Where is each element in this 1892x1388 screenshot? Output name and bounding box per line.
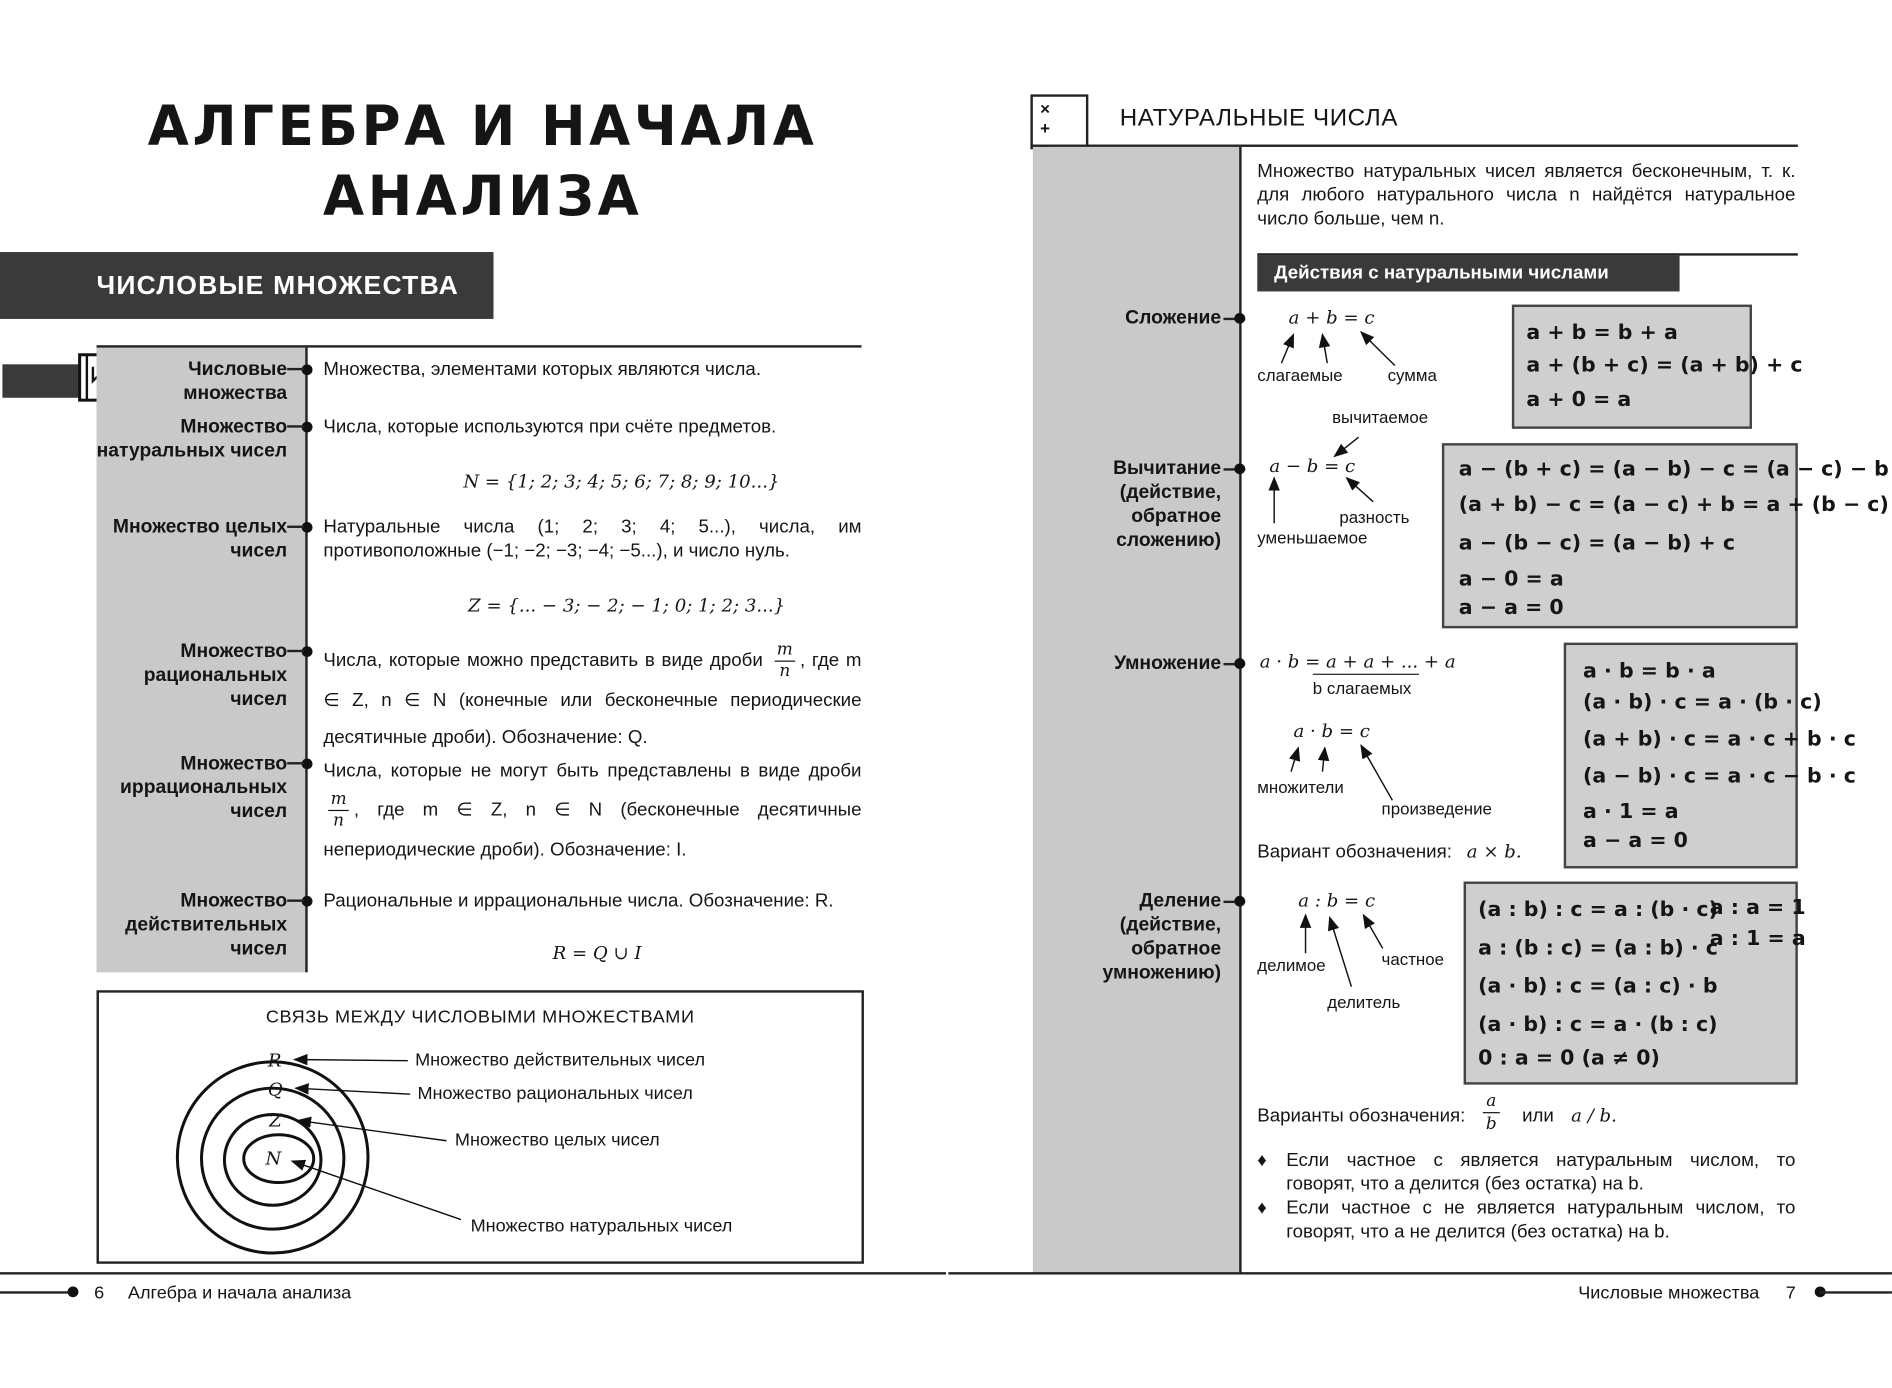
variants-or: или — [1522, 1106, 1554, 1127]
intro-text: Множество натуральных чисел является бесконечным, т. к. для любого натурального числа n найдётся натуральное число больше, чем n. — [1257, 161, 1796, 230]
rule-addition-zero: a + 0 = a — [1526, 388, 1632, 413]
desc-integers: Натуральные числа (1; 2; 3; 4; 5...), числа, им противоположные (−1; −2; −3; −4; −5...), и число нуль. — [323, 517, 862, 562]
page-title — [121, 92, 845, 232]
footer-rule — [0, 1272, 946, 1274]
desc-rational — [323, 640, 861, 756]
note-not-divisible-text: Если частное c не является натуральным числом, то говорят, что a не делится (без остатка) на b. — [1286, 1198, 1796, 1243]
multiplication-variant — [1257, 841, 1521, 864]
connector-dot — [1234, 463, 1245, 474]
fraction-denominator: n — [779, 661, 791, 681]
rule-addition-associative: a + (b + c) = (a + b) + c — [1526, 353, 1803, 378]
formula-subtraction: a − b = c — [1269, 455, 1356, 477]
formula-division: a : b = c — [1298, 889, 1376, 912]
diamond-bullet-icon: ♦ — [1257, 1150, 1267, 1171]
term-multiplication: Умножение — [1114, 653, 1222, 674]
term-natural: Множество натуральных чисел — [96, 416, 288, 462]
connector-line — [287, 368, 304, 370]
page-header-title: НАТУРАЛЬНЫЕ ЧИСЛА — [1119, 105, 1399, 132]
term-integers: Множество целых чисел — [112, 517, 288, 562]
connector-line — [287, 899, 304, 901]
desc-natural: Числа, которые используются при счёте предметов. — [323, 416, 777, 438]
footer-title-left: Алгебра и начала анализа — [127, 1282, 352, 1304]
label-minuend: уменьшаемое — [1257, 527, 1368, 548]
rule-multiplication-extra: a − a = 0 — [1583, 828, 1688, 853]
terms-divider — [305, 348, 307, 973]
fraction-m-n — [774, 640, 795, 682]
set-letter-z: Z — [269, 1109, 282, 1132]
addition-rules-box — [1512, 305, 1803, 429]
term-numeric-sets: Числовые множества — [183, 359, 288, 404]
set-label-integer: Множество целых чисел — [454, 1129, 660, 1151]
table-top-rule — [97, 345, 862, 347]
rule-multiplication-distributive-plus: (a + b) · c = a · c + b · c — [1583, 727, 1856, 752]
rule-division-2: a : (b : c) = (a : b) · c — [1478, 936, 1718, 961]
desc-rational-part-b: , где m ∈ Z, n ∈ N (конечные или бесконечные периодические десятичные дроби). Обозначение: Q. — [323, 650, 862, 748]
footer-title-right: Числовые множества — [1578, 1282, 1760, 1304]
formula-addition: a + b = c — [1288, 306, 1375, 329]
label-subtrahend: вычитаемое — [1332, 407, 1429, 427]
connector-dot — [1234, 313, 1245, 324]
set-letter-n: N — [265, 1147, 282, 1170]
variant-slash: a / b. — [1571, 1104, 1617, 1127]
rule-division-zero: 0 : a = 0 (a ≠ 0) — [1478, 1046, 1660, 1071]
section-banner — [0, 252, 493, 319]
footer-line — [0, 1291, 75, 1293]
label-dividend: делимое — [1257, 955, 1326, 975]
actions-banner — [1257, 256, 1679, 292]
connector-dot — [1234, 896, 1245, 907]
calculator-icon — [1030, 94, 1088, 149]
label-addends: слагаемые — [1257, 365, 1343, 385]
desc-real: Рациональные и иррациональные числа. Обозначение: R. — [323, 891, 834, 912]
set-label-rational: Множество рациональных чисел — [417, 1083, 693, 1104]
variant-formula: a × b. — [1466, 840, 1522, 863]
formula-product: a · b = c — [1293, 720, 1370, 742]
connector-dot — [1234, 658, 1245, 669]
fraction-numerator: m — [774, 640, 795, 662]
underbrace — [1313, 674, 1419, 675]
term-irrational: Множество иррациональных чисел — [120, 753, 288, 822]
label-b-addends: b слагаемых — [1312, 678, 1412, 698]
label-factors: множители — [1257, 777, 1344, 797]
fraction-m-n — [328, 790, 349, 832]
label-difference: разность — [1339, 507, 1410, 527]
formula-multiplication: a · b = a + a + ... + a — [1259, 651, 1456, 673]
term-addition: Сложение — [1125, 308, 1222, 329]
rule-subtraction-1: a − (b + c) = (a − b) − c = (a − c) − b — [1458, 457, 1889, 482]
set-label-natural: Множество натуральных чисел — [470, 1216, 733, 1237]
rule-subtraction-2: (a + b) − c = (a − c) + b = a + (b − c) — [1458, 493, 1889, 518]
actions-banner-text: Действия с натуральными числами — [1274, 262, 1609, 284]
title-line-1: АЛГЕБРА И НАЧАЛА — [147, 94, 818, 159]
rule-division-3: (a · b) : c = (a : c) · b — [1478, 974, 1718, 999]
rule-division-4: (a · b) : c = a · (b : c) — [1478, 1012, 1718, 1037]
variant-label: Вариант обозначения: — [1257, 842, 1452, 863]
desc-irrational — [323, 753, 861, 869]
variants-label: Варианты обозначения: — [1257, 1106, 1466, 1127]
term-real: Множество действительных чисел — [125, 891, 288, 960]
section-title: ЧИСЛОВЫЕ МНОЖЕСТВА — [96, 269, 460, 300]
label-sum: сумма — [1387, 365, 1437, 385]
fraction-a-b — [1483, 1091, 1500, 1135]
diagram-title: СВЯЗЬ МЕЖДУ ЧИСЛОВЫМИ МНОЖЕСТВАМИ — [265, 1006, 695, 1028]
rule-subtraction-self: a − a = 0 — [1458, 596, 1564, 620]
note-divisible-text: Если частное c является натуральным числом, то говорят, что a делится (без остатка) на b. — [1286, 1150, 1796, 1195]
set-letter-r: R — [267, 1049, 282, 1072]
rule-multiplication-distributive-minus: (a − b) · c = a · c − b · c — [1583, 764, 1856, 789]
term-division: Деление (действие, обратное умножению) — [1102, 891, 1222, 984]
rule-division-one: a : 1 = a — [1709, 926, 1806, 951]
rule-subtraction-3: a − (b − c) = (a − b) + c — [1458, 531, 1735, 556]
rule-multiplication-associative: (a · b) · c = a · (b · c) — [1583, 690, 1822, 715]
addition-arrows — [1255, 325, 1412, 368]
formula-integer-set: Z = {... − 3; − 2; − 1; 0; 1; 2; 3...} — [468, 594, 786, 617]
footer-line — [1820, 1291, 1892, 1293]
label-divisor: делитель — [1327, 992, 1401, 1012]
division-notes — [1257, 1149, 1795, 1245]
desc-irrational-part-a: Числа, которые не могут быть представлены в виде дроби — [323, 760, 862, 782]
page-number-left: 6 — [94, 1282, 105, 1304]
set-label-real: Множество действительных чисел — [415, 1049, 706, 1071]
connector-line — [287, 425, 304, 427]
desc-rational-part-a: Числа, которые можно представить в виде дроби — [323, 650, 763, 671]
calculator-glyphs: × + — [1040, 99, 1060, 138]
connector-line — [287, 526, 304, 528]
formula-real-set: R = Q ∪ I — [552, 942, 642, 964]
rule-division-self: a : a = 1 — [1709, 895, 1806, 920]
set-letter-q: Q — [267, 1078, 283, 1101]
title-line-2: АНАЛИЗА — [322, 164, 643, 229]
multiplication-rules-box — [1564, 643, 1856, 869]
fraction-numerator: m — [328, 790, 349, 812]
rule-multiplication-commutative: a · b = b · a — [1583, 659, 1716, 684]
fraction-denominator: n — [333, 811, 345, 831]
rule-addition-commutative: a + b = b + a — [1526, 321, 1678, 346]
diamond-bullet-icon: ♦ — [1257, 1198, 1267, 1219]
rule-multiplication-one: a · 1 = a — [1583, 800, 1679, 825]
note-not-divisible — [1257, 1197, 1795, 1245]
rule-division-1: (a : b) : c = a : (b · c) — [1478, 898, 1718, 923]
fraction-numerator: a — [1483, 1091, 1500, 1114]
connector-line — [287, 762, 304, 764]
desc-irrational-part-b: , где m ∈ Z, n ∈ N (бесконечные десятичные непериодические дроби). Обозначение: I. — [323, 799, 862, 861]
footer-dot — [68, 1286, 79, 1297]
footer-rule — [948, 1272, 1892, 1274]
formula-natural-set: N = {1; 2; 3; 4; 5; 6; 7; 8; 9; 10...} — [463, 470, 780, 493]
label-product: произведение — [1381, 799, 1492, 819]
desc-numeric-sets: Множества, элементами которых являются числа. — [323, 359, 762, 380]
page-number-right: 7 — [1785, 1282, 1796, 1304]
fraction-denominator: b — [1485, 1114, 1497, 1134]
subtraction-rules-box — [1442, 443, 1889, 628]
division-rules-box — [1464, 882, 1806, 1085]
term-rational: Множество рациональных чисел — [143, 641, 288, 710]
connector-line — [287, 650, 304, 652]
term-subtraction: Вычитание (действие, обратное сложению) — [1113, 458, 1222, 551]
rule-subtraction-zero: a − 0 = a — [1458, 567, 1564, 592]
division-variants — [1257, 1091, 1617, 1135]
note-divisible — [1257, 1149, 1795, 1197]
label-quotient: частное — [1381, 949, 1445, 969]
